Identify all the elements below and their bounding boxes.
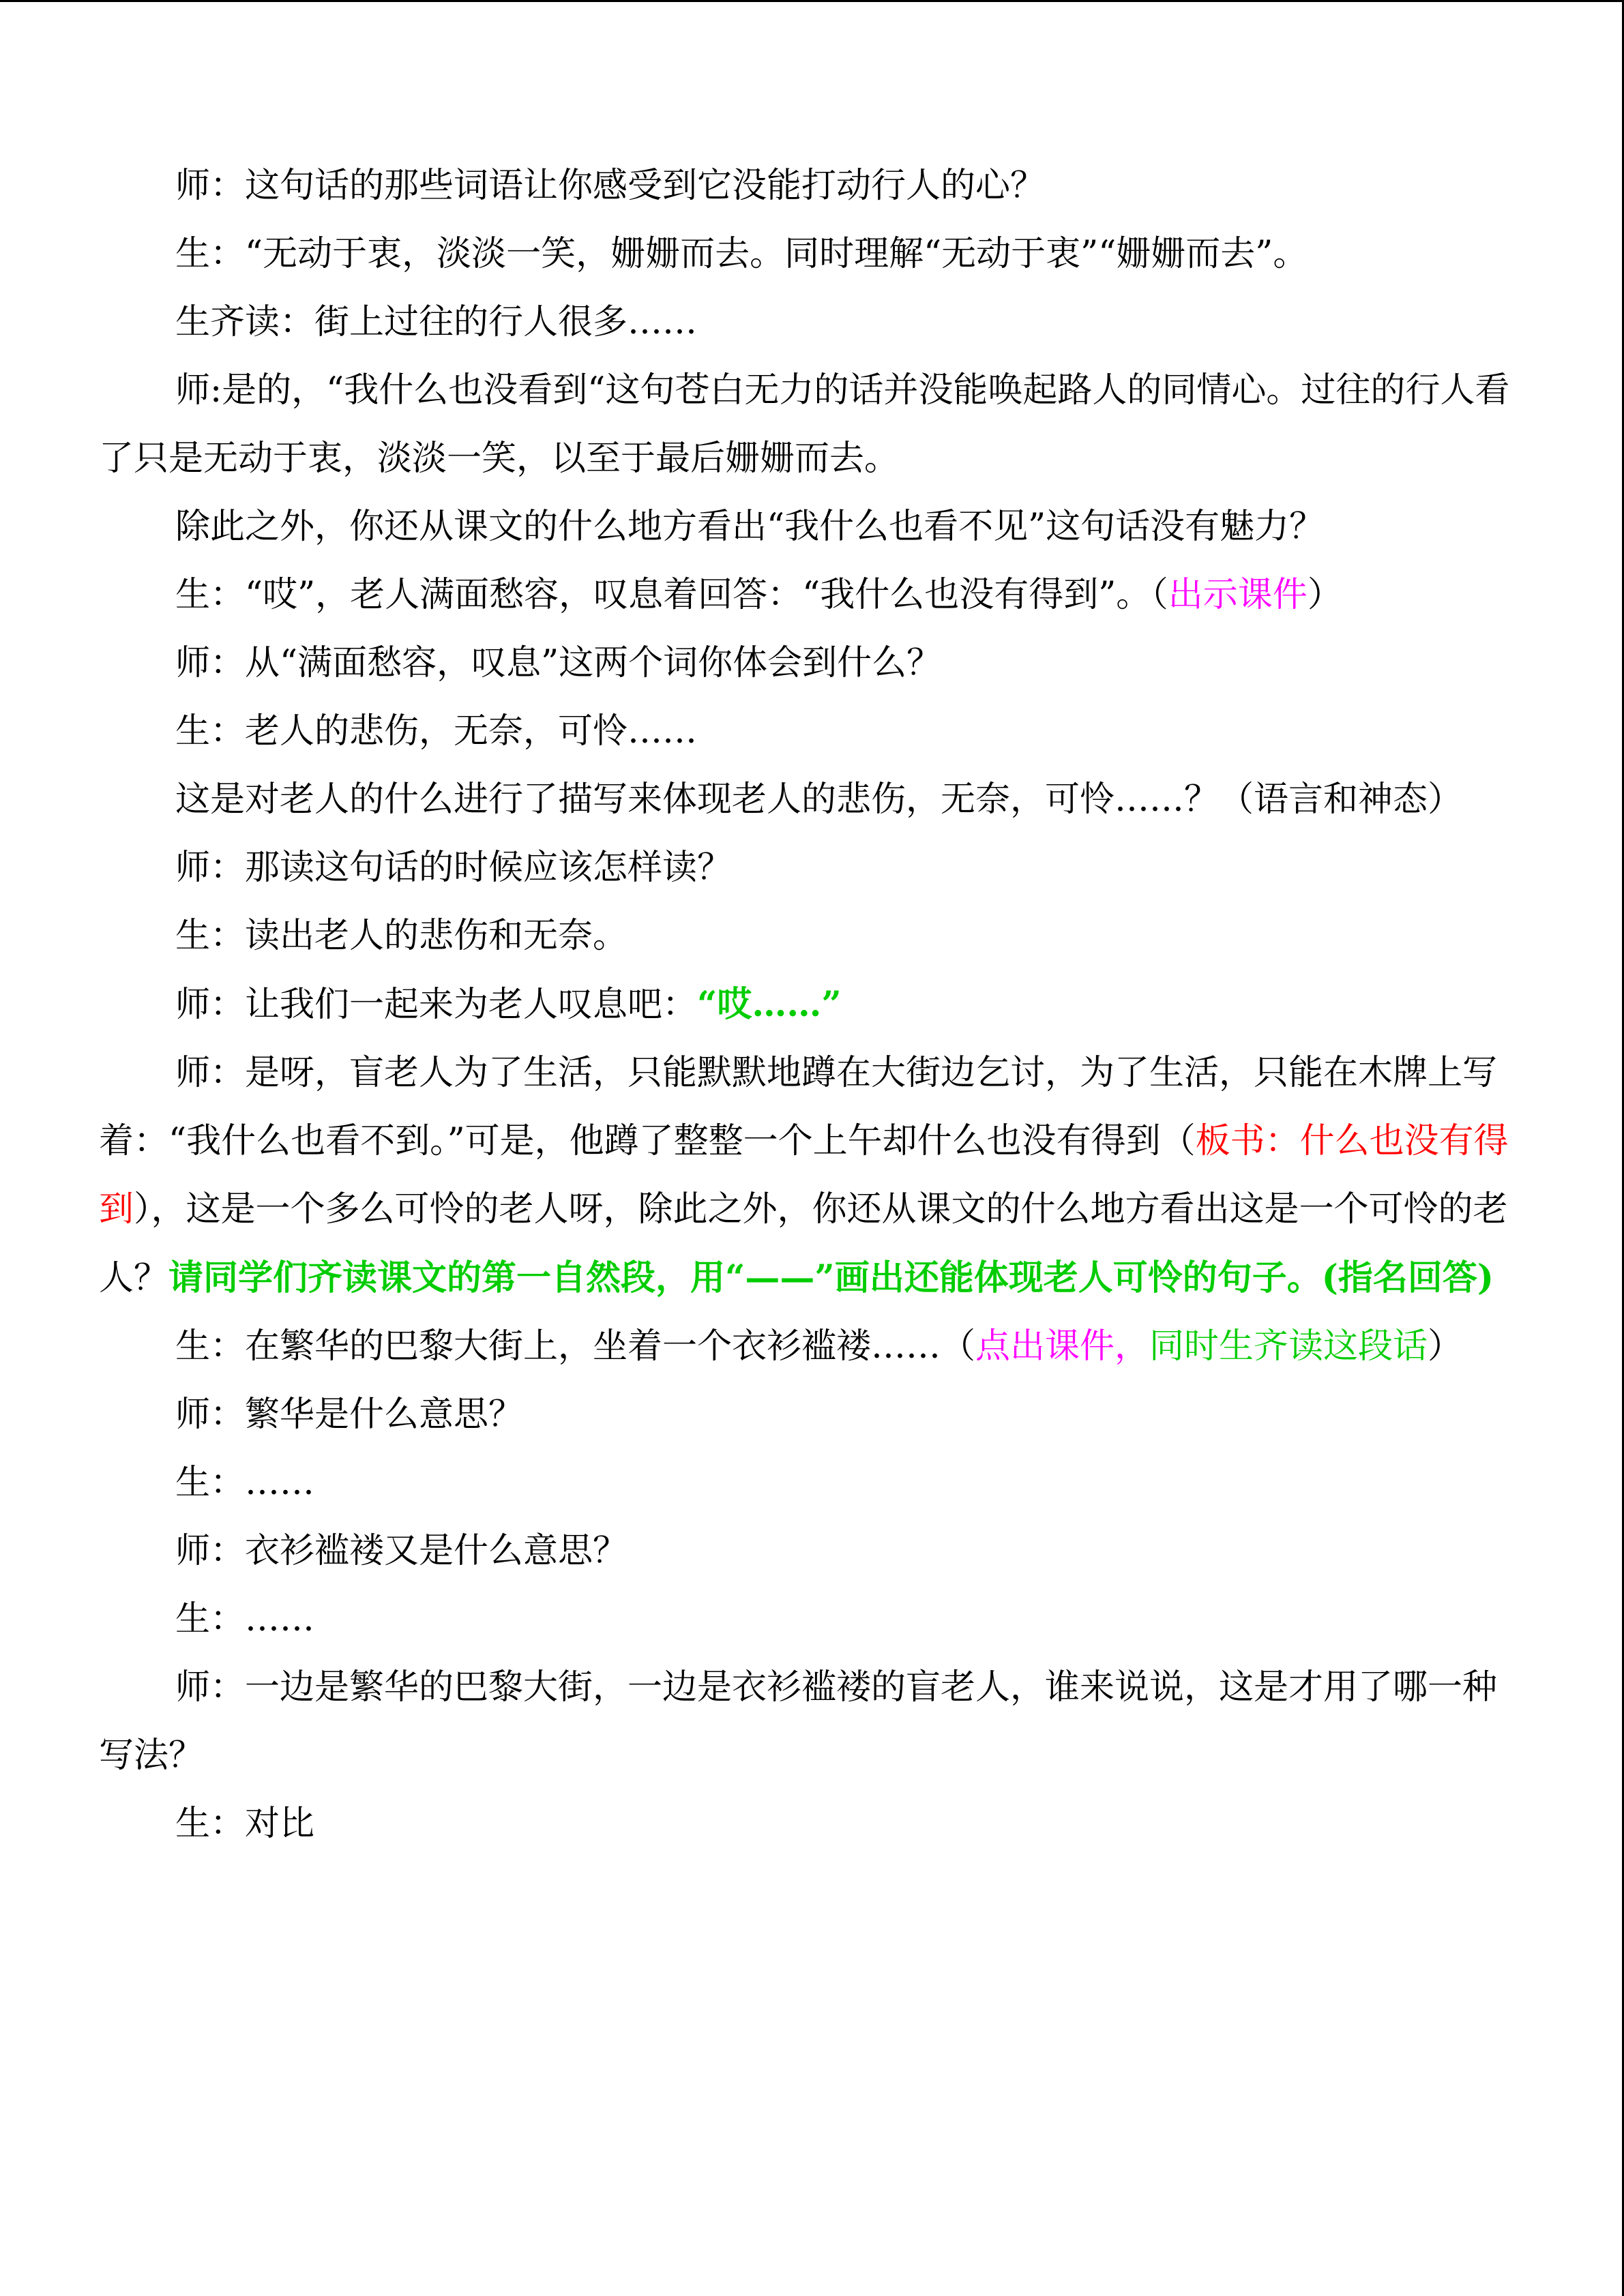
highlighted-red-text: 板书：什么也没有得到 [99,1121,1509,1229]
paragraph-text: 师：从“满面愁容，叹息”这两个词你体会到什么？ [175,643,942,683]
paragraph [99,561,1521,629]
paragraph [99,1654,1521,1790]
highlighted-magenta-text: 点出课件， [975,1326,1150,1367]
paragraph-text: 生：…… [175,1463,315,1503]
paragraph [99,357,1521,493]
paragraph-text: 生：对比 [175,1804,315,1844]
paragraph [99,902,1521,970]
paragraph [99,288,1521,357]
paragraph [99,493,1521,561]
paragraph-text: 生：…… [175,1599,315,1639]
highlighted-green-text: 请同学们齐读课文的第一自然段，用“——”画出还能体现老人可怜的句子。(指名回答) [168,1257,1494,1298]
paragraph-text: 生：“哎”，老人满面愁容，叹息着回答：“我什么也没有得到”。（ [175,575,1168,615]
paragraph-text: ） [1307,575,1342,615]
paragraph-text: 师：繁华是什么意思？ [175,1395,524,1435]
paragraph-text: 生：读出老人的悲伤和无奈。 [175,916,628,956]
paragraph [99,152,1521,220]
paragraph [99,1313,1521,1381]
paragraph [99,1585,1521,1654]
paragraph [99,629,1521,698]
paragraph-text: 师：那读这句话的时候应该怎样读？ [175,848,733,888]
paragraph-text: 师：衣衫褴褛又是什么意思？ [175,1531,628,1571]
paragraph-text: 生：在繁华的巴黎大街上，坐着一个衣衫褴褛……（ [175,1326,976,1367]
paragraph-text: 除此之外，你还从课文的什么地方看出“我什么也看不见”这句话没有魅力？ [175,507,1325,547]
paragraph-text: 师：这句话的那些词语让你感受到它没能打动行人的心？ [175,166,1046,206]
paragraph-text: 师：一边是繁华的巴黎大街，一边是衣衫褴褛的盲老人，谁来说说，这是才用了哪一种写法？ [99,1667,1498,1776]
paragraph-text: ） [1428,1326,1463,1367]
paragraph-text: 师：让我们一起来为老人叹息吧： [175,985,698,1025]
highlighted-green-text: “哎……” [697,984,842,1025]
paragraph [99,698,1521,766]
paragraph [99,1449,1521,1517]
paragraph [99,970,1521,1039]
paragraph-text: 生：老人的悲伤，无奈，可怜…… [175,711,698,751]
paragraph [99,220,1521,288]
paragraph [99,1790,1521,1858]
paragraph [99,1517,1521,1585]
paragraph [99,1039,1521,1313]
document-body [99,152,1521,1858]
paragraph-text: 这是对老人的什么进行了描写来体现老人的悲伤，无奈，可怜……？（语言和神态） [175,779,1463,820]
paragraph-text: 生：“无动于衷，淡淡一笑，姗姗而去。同时理解“无动于衷”“姗姗而去”。 [175,234,1308,274]
paragraph-text: 师:是的，“我什么也没看到“这句苍白无力的话并没能唤起路人的同情心。过往的行人看了只是无动于衷，淡淡一笑，以至于最后姗姗而去。 [99,370,1510,479]
paragraph [99,834,1521,902]
paragraph-text: 生齐读：街上过往的行人很多…… [175,302,698,342]
paragraph-text: ），这是一个多么可怜的老人呀，除此之外，你还从课文的什么地方看出这是一个可怜的老人？ [99,1189,1508,1298]
paragraph [99,766,1521,834]
highlighted-magenta-text: 出示课件 [1168,575,1308,615]
highlighted-green-text: 同时生齐读这段话 [1149,1326,1428,1367]
paragraph-text: 师：是呀，盲老人为了生活，只能默默地蹲在大街边乞讨，为了生活，只能在木牌上写着：“我什么也看不到。”可是，他蹲了整整一个上午却什么也没有得到（ [99,1053,1498,1161]
paragraph [99,1381,1521,1449]
